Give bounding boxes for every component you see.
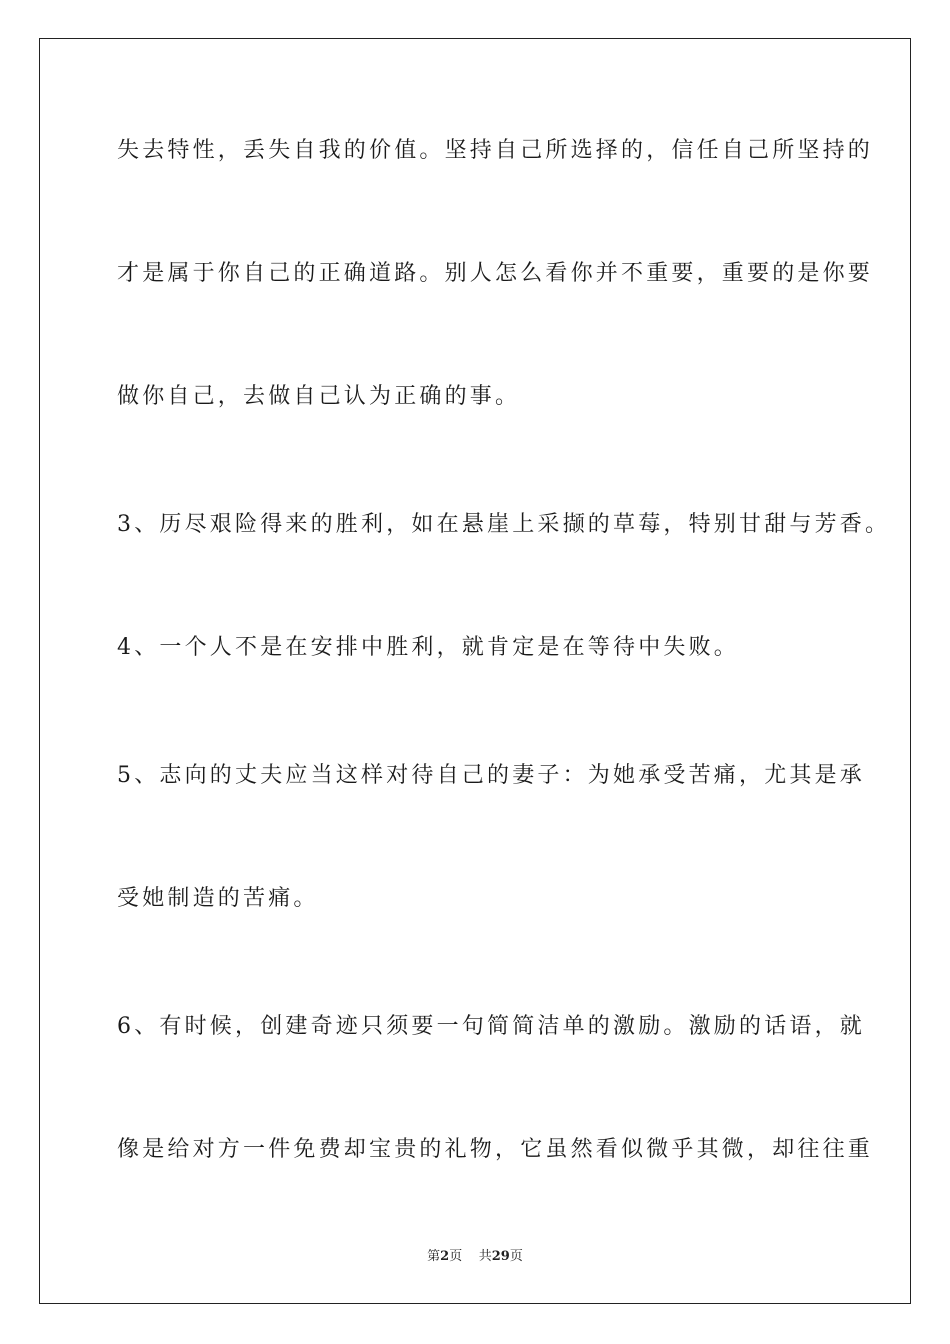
paragraph-line-7: 受她制造的苦痛。 — [117, 886, 319, 911]
paragraph-line-3: 做你自己，去做自己认为正确的事。 — [117, 384, 521, 409]
paragraph-line-5: 4、一个人不是在安排中胜利，就肯定是在等待中失败。 — [117, 635, 739, 660]
page-current: 2 — [440, 1249, 450, 1264]
page-prefix: 第 — [427, 1249, 441, 1264]
total-suffix: 页 — [509, 1249, 523, 1264]
paragraph-line-2: 才是属于你自己的正确道路。别人怎么看你并不重要，重要的是你要 — [117, 261, 874, 286]
paragraph-line-6: 5、志向的丈夫应当这样对待自己的妻子：为她承受苦痛，尤其是承 — [117, 763, 865, 788]
paragraph-line-4: 3、历尽艰险得来的胜利，如在悬崖上采撷的草莓，特别甘甜与芳香。 — [117, 512, 891, 537]
page-footer — [0, 1248, 950, 1266]
page-border — [39, 38, 911, 1304]
total-prefix: 共 — [478, 1249, 492, 1264]
paragraph-line-1: 失去特性，丢失自我的价值。坚持自己所选择的，信任自己所坚持的 — [117, 138, 874, 163]
page-total: 29 — [491, 1249, 510, 1264]
paragraph-line-8: 6、有时候，创建奇迹只须要一句简简洁单的激励。激励的话语，就 — [117, 1014, 865, 1039]
paragraph-line-9: 像是给对方一件免费却宝贵的礼物，它虽然看似微乎其微，却往往重 — [117, 1137, 874, 1162]
page-suffix: 页 — [449, 1249, 463, 1264]
